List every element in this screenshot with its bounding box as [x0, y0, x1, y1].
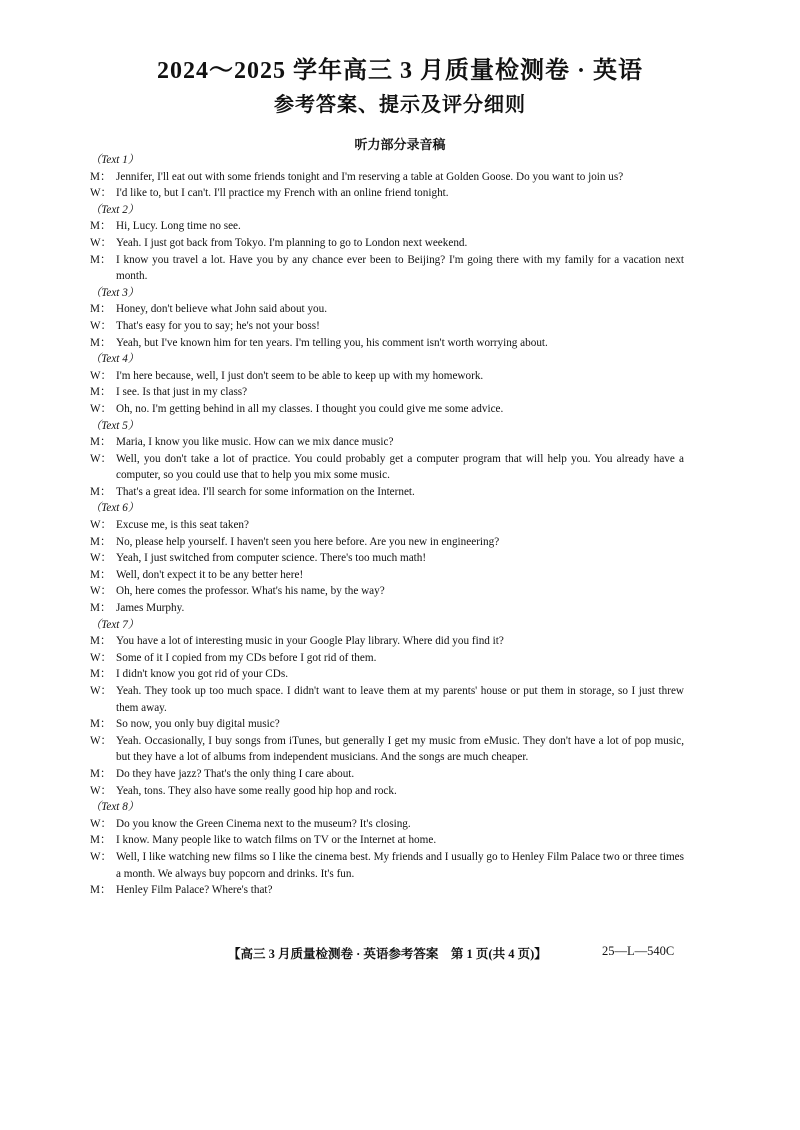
text-section-label	[90, 152, 684, 169]
dialogue-line	[90, 849, 684, 882]
dialogue-line	[90, 650, 684, 667]
dialogue-line	[90, 666, 684, 683]
dialogue-line	[90, 301, 684, 318]
speaker-label: W：	[90, 452, 112, 465]
speaker-label: M：	[90, 668, 112, 681]
text-number: （Text 3）	[90, 286, 139, 299]
dialogue-text: I'm here because, well, I just don't seem to be able to keep up with my homework.	[116, 369, 484, 382]
dialogue-line	[90, 434, 684, 451]
dialogue-text: So now, you only buy digital music?	[116, 718, 280, 731]
dialogue-text: Do you know the Green Cinema next to the museum? It's closing.	[116, 817, 411, 830]
dialogue-text: Henley Film Palace? Where's that?	[116, 884, 273, 897]
dialogue-text: Yeah, tons. They also have some really good hip hop and rock.	[116, 784, 397, 797]
speaker-label: W：	[90, 187, 112, 200]
dialogue-line	[90, 401, 684, 418]
speaker-label: M：	[90, 884, 112, 897]
dialogue-text: I'd like to, but I can't. I'll practice my French with an online friend tonight.	[116, 187, 449, 200]
dialogue-text: Yeah. Occasionally, I buy songs from iTunes, but generally I get my music from eMusic. They don't have a lot of pop music, but they have a lot of albums from independent musicians. And the songs are much cheaper.	[116, 734, 684, 764]
dialogue-text: Oh, no. I'm getting behind in all my classes. I thought you could give me some advice.	[116, 402, 504, 415]
speaker-label: M：	[90, 767, 112, 780]
dialogue-line	[90, 384, 684, 401]
speaker-label: W：	[90, 850, 112, 863]
dialogue-text: That's a great idea. I'll search for some information on the Internet.	[116, 485, 415, 498]
dialogue-text: Excuse me, is this seat taken?	[116, 519, 249, 532]
dialogue-text: I know. Many people like to watch films on TV or the Internet at home.	[116, 834, 437, 847]
dialogue-text: Well, you don't take a lot of practice. You could probably get a computer program that will help you. You already have a computer, so you could use that to help you mix some music.	[116, 452, 684, 482]
text-number: （Text 6）	[90, 502, 139, 515]
dialogue-line	[90, 169, 684, 186]
section-heading: 听力部分录音稿	[354, 137, 446, 152]
dialogue-line	[90, 368, 684, 385]
dialogue-text: I didn't know you got rid of your CDs.	[116, 668, 288, 681]
speaker-label: M：	[90, 170, 112, 183]
speaker-label: M：	[90, 386, 112, 399]
speaker-label: W：	[90, 402, 112, 415]
speaker-label: W：	[90, 685, 112, 697]
dialogue-text: Honey, don't believe what John said about you.	[116, 303, 328, 316]
dialogue-line	[90, 683, 684, 716]
dialogue-text: Maria, I know you like music. How can we mix dance music?	[116, 436, 394, 449]
dialogue-line	[90, 318, 684, 335]
text-section-label	[90, 285, 684, 302]
speaker-label: M：	[90, 718, 112, 731]
dialogue-line	[90, 832, 684, 849]
text-section-label	[90, 617, 684, 634]
dialogue-text: Some of it I copied from my CDs before I got rid of them.	[116, 651, 377, 664]
dialogue-text: Yeah, I just switched from computer science. There's too much math!	[116, 552, 427, 565]
page-title: 2024～2025 学年高三 3 月质量检测卷 · 英语	[156, 58, 643, 84]
speaker-label: W：	[90, 369, 112, 382]
dialogue-text: Yeah. I just got back from Tokyo. I'm planning to go to London next weekend.	[116, 236, 468, 249]
text-number: （Text 7）	[90, 618, 139, 631]
speaker-label: M：	[90, 303, 112, 316]
dialogue-line	[90, 600, 684, 617]
speaker-label: W：	[90, 519, 112, 532]
text-number: （Text 4）	[90, 353, 139, 366]
dialogue-text: You have a lot of interesting music in your Google Play library. Where did you find it?	[116, 635, 504, 648]
dialogue-line	[90, 335, 684, 352]
dialogue-text: I know you travel a lot. Have you by any chance ever been to Beijing? I'm going there with my family for a vacation next month.	[116, 253, 684, 283]
speaker-label: M：	[90, 535, 112, 548]
dialogue-line	[90, 816, 684, 833]
speaker-label: M：	[90, 834, 112, 847]
transcript	[90, 152, 684, 899]
text-number: （Text 8）	[90, 801, 139, 814]
page-subtitle: 参考答案、提示及评分细则	[274, 94, 526, 116]
dialogue-line	[90, 185, 684, 202]
speaker-label: M：	[90, 253, 112, 266]
dialogue-line	[90, 716, 684, 733]
speaker-label: W：	[90, 651, 112, 664]
dialogue-text: Well, don't expect it to be any better here!	[116, 568, 304, 581]
speaker-label: M：	[90, 568, 112, 581]
dialogue-line	[90, 766, 684, 783]
text-section-label	[90, 500, 684, 517]
speaker-label: M：	[90, 220, 112, 233]
dialogue-line	[90, 517, 684, 534]
speaker-label: W：	[90, 319, 112, 332]
dialogue-text: No, please help yourself. I haven't seen you here before. Are you new in engineering?	[116, 535, 500, 548]
text-section-label	[90, 799, 684, 816]
text-number: （Text 1）	[90, 154, 139, 166]
dialogue-line	[90, 783, 684, 800]
dialogue-text: I see. Is that just in my class?	[116, 386, 248, 399]
dialogue-text: Jennifer, I'll eat out with some friends tonight and I'm reserving a table at Golden Goose. Do you want to join us?	[116, 170, 624, 183]
dialogue-line	[90, 583, 684, 600]
dialogue-line	[90, 882, 684, 899]
dialogue-line	[90, 484, 684, 501]
dialogue-line	[90, 534, 684, 551]
text-number: （Text 5）	[90, 419, 139, 432]
dialogue-line	[90, 235, 684, 252]
speaker-label: W：	[90, 236, 112, 249]
text-number: （Text 2）	[90, 203, 139, 216]
speaker-label: M：	[90, 635, 112, 648]
text-section-label	[90, 351, 684, 368]
text-section-label	[90, 202, 684, 219]
speaker-label: M：	[90, 602, 112, 615]
speaker-label: M：	[90, 436, 112, 449]
dialogue-text: Yeah, but I've known him for ten years. I'm telling you, his comment isn't worth worrying about.	[116, 336, 548, 349]
speaker-label: W：	[90, 585, 112, 598]
dialogue-line	[90, 252, 684, 285]
dialogue-line	[90, 550, 684, 567]
speaker-label: M：	[90, 336, 112, 349]
dialogue-line	[90, 218, 684, 235]
dialogue-text: Do they have jazz? That's the only thing I care about.	[116, 767, 355, 780]
dialogue-line	[90, 633, 684, 650]
dialogue-line	[90, 567, 684, 584]
speaker-label: W：	[90, 734, 112, 747]
footer-code: 25—L—540C	[602, 944, 675, 958]
dialogue-text: Yeah. They took up too much space. I didn't want to leave them at my parents' house or put them in storage, so I just threw them away.	[116, 685, 684, 714]
dialogue-text: James Murphy.	[116, 602, 185, 615]
text-section-label	[90, 418, 684, 435]
dialogue-line	[90, 733, 684, 766]
speaker-label: W：	[90, 552, 112, 565]
footer-page-info: 【高三 3 月质量检测卷 · 英语参考答案 第 1 页(共 4 页)】	[228, 947, 547, 961]
dialogue-text: Oh, here comes the professor. What's his name, by the way?	[116, 585, 385, 598]
dialogue-text: Well, I like watching new films so I like the cinema best. My friends and I usually go to Henley Film Palace two or three times a month. We always buy popcorn and drinks. It's fun.	[116, 850, 684, 880]
speaker-label: W：	[90, 784, 112, 797]
dialogue-line	[90, 451, 684, 484]
dialogue-text: That's easy for you to say; he's not your boss!	[116, 319, 320, 332]
dialogue-text: Hi, Lucy. Long time no see.	[116, 220, 241, 233]
speaker-label: W：	[90, 817, 112, 830]
speaker-label: M：	[90, 485, 112, 498]
